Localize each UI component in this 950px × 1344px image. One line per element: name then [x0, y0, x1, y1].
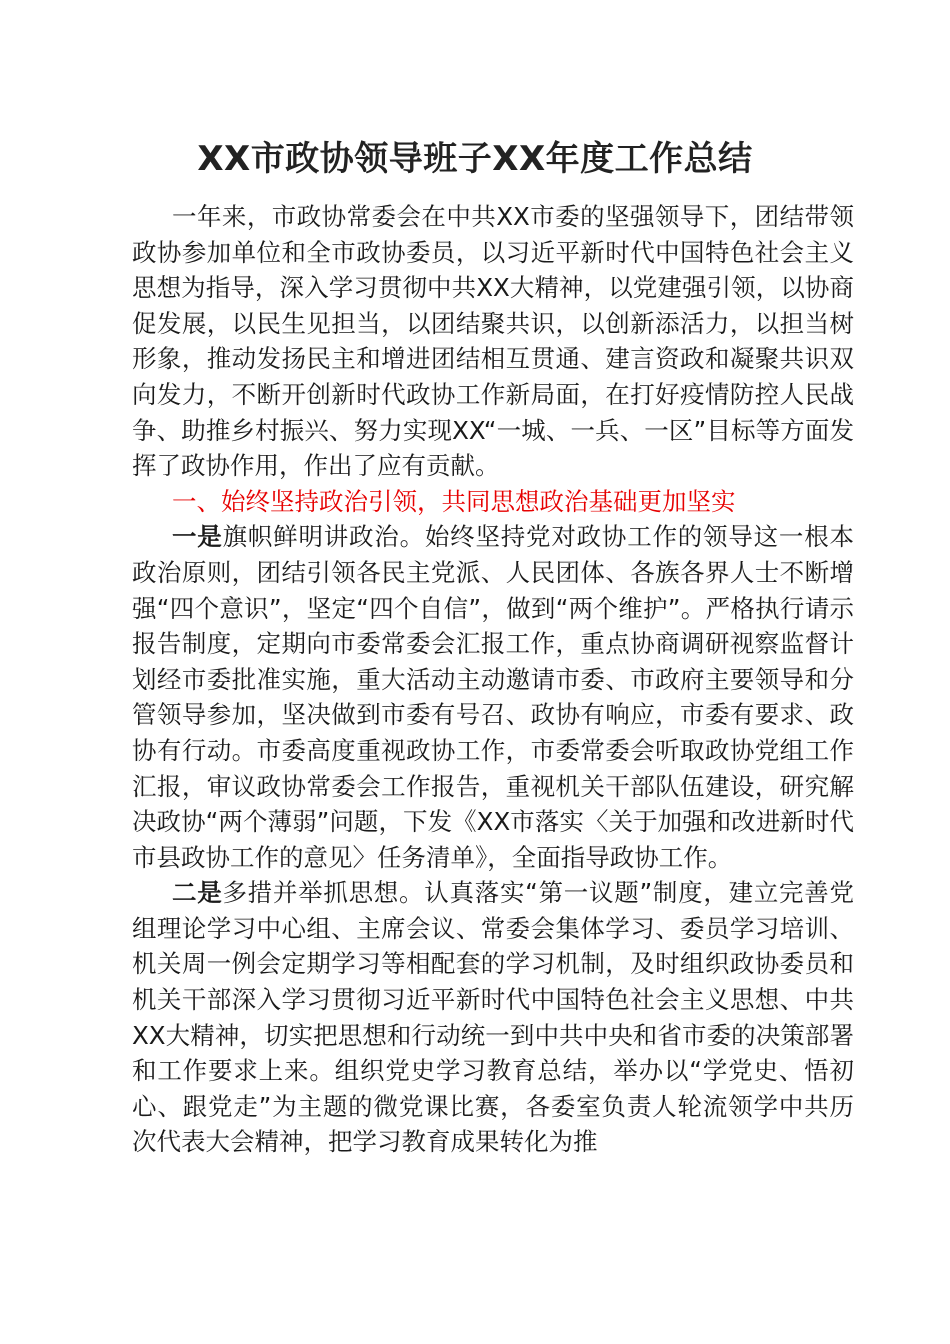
paragraph-one-text: 旗帜鲜明讲政治。始终坚持党对政协工作的领导这一根本政治原则，团结引领各民主党派、人民团体、各族各界人士不断增强“四个意识”，坚定“四个自信”，做到“两个维护”。严格执行请示报告制度，定期向市委常委会汇报工作，重点协商调研视察监督计划经市委批准实施，重大活动主动邀请市委、市政府主要领导和分管领导参加，坚决做到市委有号召、政协有响应，市委有要求、政协有行动。市委高度重视政协工作，市委常委会听取政协党组工作汇报，审议政协常委会工作报告，重视机关干部队伍建设，研究解决政协“两个薄弱”问题，下发《XX市落实〈关于加强和改进新时代市县政协工作的意见〉任务清单》，全面指导政协工作。 — [132, 522, 854, 872]
paragraph-two-text: 多措并举抓思想。认真落实“第一议题”制度，建立完善党组理论学习中心组、主席会议、常委会集体学习、委员学习培训、机关周一例会定期学习等相配套的学习机制，及时组织政协委员和机关干部深入学习贯彻习近平新时代中国特色社会主义思想、中共XX大精神，切实把思想和行动统一到中共中央和省市委的决策部署和工作要求上来。组织党史学习教育总结，举办以“学党史、悟初心、跟党走”为主题的微党课比赛，各委室负责人轮流领学中共历次代表大会精神，把学习教育成果转化为推 — [132, 878, 854, 1157]
page-title: XX市政协领导班子XX年度工作总结 — [197, 139, 753, 179]
section-heading: 一、始终坚持政治引领，共同思想政治基础更加坚实 — [172, 486, 736, 516]
intro-paragraph: 一年来，市政协常委会在中共XX市委的坚强领导下，团结带领政协参加单位和全市政协委员，以习近平新时代中国特色社会主义思想为指导，深入学习贯彻中共XX大精神，以党建强引领，以协商促发展，以民生见担当，以团结聚共识，以创新添活力，以担当树形象，推动发扬民主和增进团结相互贯通、建言资政和凝聚共识双向发力，不断开创新时代政协工作新局面，在打好疫情防控人民战争、助推乡村振兴、努力实现XX“一城、一兵、一区”目标等方面发挥了政协作用，作出了应有贡献。 — [132, 202, 854, 481]
paragraph-one — [132, 519, 854, 875]
paragraph-two — [132, 875, 854, 1160]
paragraph-one-lead: 一是 — [172, 522, 223, 552]
document-body — [132, 199, 854, 1160]
paragraph-two-lead: 二是 — [172, 878, 223, 908]
